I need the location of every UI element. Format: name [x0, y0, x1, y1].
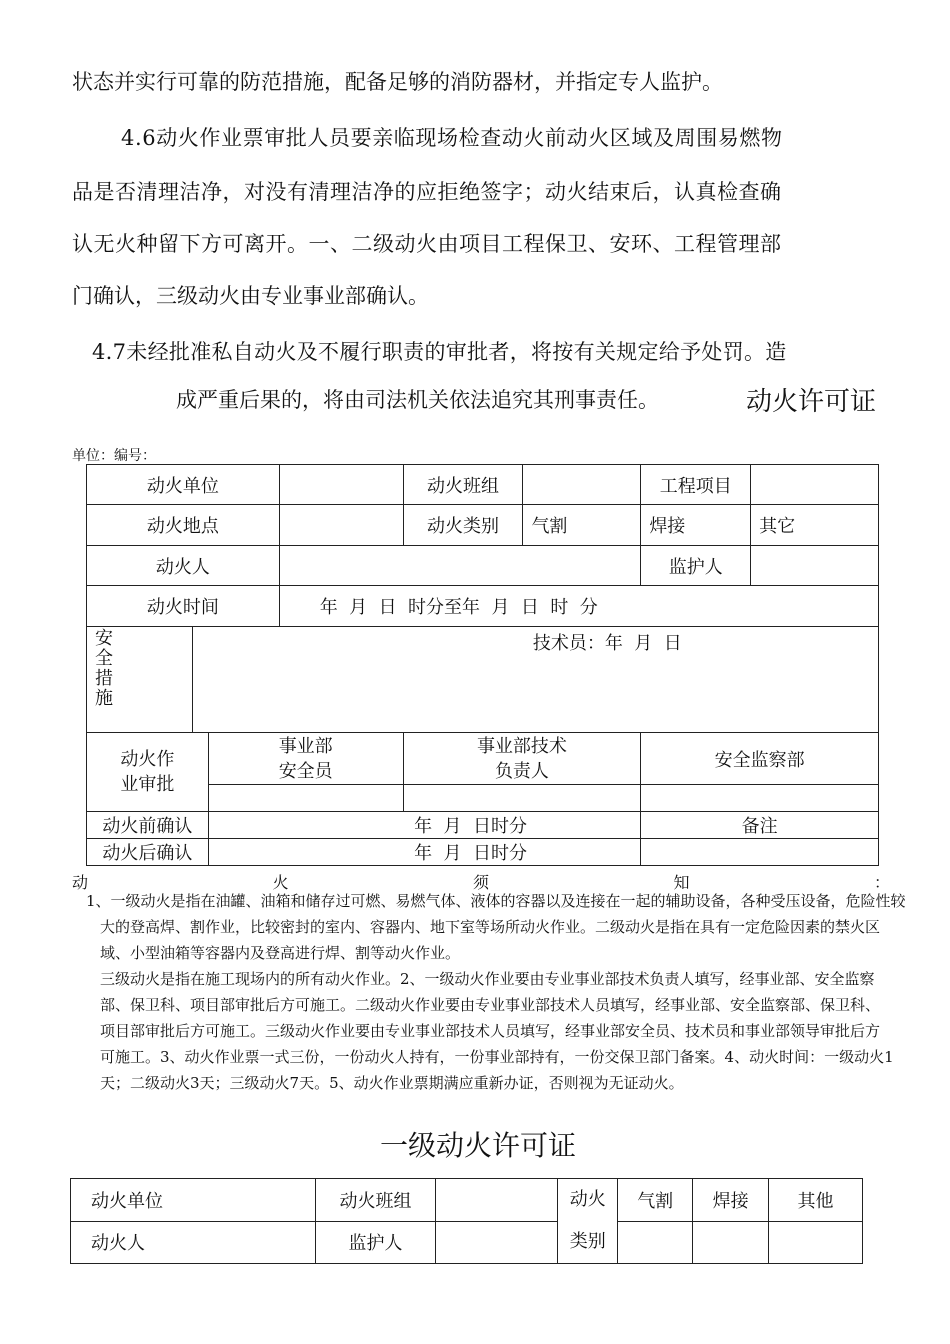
unit-number-label: 单位：编号： — [72, 448, 156, 464]
post-confirm-label: 动火后确认 — [87, 839, 209, 866]
level1-gas-cut-option[interactable]: 气割 — [618, 1179, 693, 1222]
safety-label: 安全措施 — [87, 627, 193, 733]
level1-other-field[interactable] — [769, 1221, 863, 1264]
level1-guardian-field[interactable] — [436, 1221, 558, 1264]
team-label: 动火班组 — [403, 465, 523, 505]
pre-confirm-date[interactable]: 年 月 日时分 — [208, 812, 641, 839]
person-label: 动火人 — [87, 546, 280, 586]
post-confirm-date[interactable]: 年 月 日时分 — [208, 839, 641, 866]
paragraph-line: 状态并实行可靠的防范措施，配备足够的消防器材，并指定专人监护。 — [72, 70, 723, 94]
level1-gas-cut-field[interactable] — [618, 1221, 693, 1264]
dept-safety-sign[interactable] — [208, 785, 403, 812]
paragraph-4-6-line: 4.6动火作业票审批人员要亲临现场检查动火前动火区域及周围易燃物 — [121, 126, 783, 150]
notice-char: 动 — [72, 873, 89, 892]
notice-char: 须 — [472, 873, 489, 892]
level1-permit-table — [70, 1178, 863, 1264]
time-field[interactable]: 年 月 日 时分至年 月 日 时 分 — [279, 586, 878, 627]
level1-weld-option[interactable]: 焊接 — [693, 1179, 769, 1222]
dept-safety-label: 事业部安全员 — [208, 733, 403, 785]
level1-weld-field[interactable] — [693, 1221, 769, 1264]
paragraph-4-7-line: 4.7未经批准私自动火及不履行职责的审批者，将按有关规定给予处罚。造 — [92, 340, 787, 364]
weld-option[interactable]: 焊接 — [641, 505, 751, 546]
supervision-label: 安全监察部 — [641, 733, 879, 785]
dept-tech-label: 事业部技术负责人 — [403, 733, 641, 785]
time-label: 动火时间 — [87, 586, 280, 627]
notice-char: ： — [873, 873, 890, 892]
level1-unit-label: 动火单位 — [71, 1179, 316, 1222]
guardian-label: 监护人 — [641, 546, 751, 586]
person-field[interactable] — [279, 546, 641, 586]
paragraph-4-6-line: 认无火种留下方可离开。一、二级动火由项目工程保卫、安环、工程管理部 — [72, 232, 782, 256]
project-label: 工程项目 — [641, 465, 751, 505]
level1-person-label: 动火人 — [71, 1221, 316, 1264]
level1-title: 一级动火许可证 — [380, 1129, 577, 1162]
notice-text-2: 三级动火是指在施工现场内的所有动火作业。2、一级动火作业要由专业事业部技术负责人填写，经事业部、安全监察部、保卫科、项目部审批后方可施工。二级动火作业要由专业事业部技术人员填写，经事业部、安全监察部、保卫科、项目部审批后方可施工。三级动火作业要由专业事业部技术人员填写，经事业部安全员、技术员和事业部领导审批后方可施工。3、动火作业票一式三份，一份动火人持有，一份事业部持有，一份交保卫部门备案。4、动火时间：一级动火1天；二级动火3天；三级动火7天。5、动火作业票期满应重新办证，否则视为无证动火。 — [100, 970, 894, 1092]
team-field[interactable] — [523, 465, 641, 505]
level1-other-option[interactable]: 其他 — [769, 1179, 863, 1222]
unit-field[interactable] — [279, 465, 403, 505]
remark-field[interactable] — [641, 839, 879, 866]
permit-title: 动火许可证 — [746, 387, 877, 417]
other-option[interactable]: 其它 — [751, 505, 879, 546]
guardian-field[interactable] — [751, 546, 879, 586]
project-field[interactable] — [751, 465, 879, 505]
level1-team-label: 动火班组 — [315, 1179, 436, 1222]
permit-table — [86, 464, 879, 866]
notice-char: 火 — [272, 873, 289, 892]
technician-field[interactable]: 技术员：年 月 日 — [192, 627, 878, 733]
category-label: 动火类别 — [403, 505, 523, 546]
notice-text-1: 1、一级动火是指在油罐、油箱和储存过可燃、易燃气体、液体的容器以及连接在一起的辅助设备，各种受压设备，危险性较大的登高焊、割作业，比较密封的室内、容器内、地下室等场所动火作业。二级动火是指在具有一定危险因素的禁火区域、小型油箱等容器内及登高进行焊、割等动火作业。 — [86, 892, 906, 962]
paragraph-4-6-line: 品是否清理洁净，对没有清理洁净的应拒绝签字；动火结束后，认真检查确 — [72, 180, 782, 204]
unit-label: 动火单位 — [87, 465, 280, 505]
remark-label: 备注 — [641, 812, 879, 839]
approval-label: 动火作业审批 — [87, 733, 209, 812]
dept-tech-sign[interactable] — [403, 785, 641, 812]
pre-confirm-label: 动火前确认 — [87, 812, 209, 839]
supervision-sign[interactable] — [641, 785, 879, 812]
level1-team-field[interactable] — [436, 1179, 558, 1222]
gas-cut-option[interactable]: 气割 — [523, 505, 641, 546]
level1-guardian-label: 监护人 — [315, 1221, 436, 1264]
paragraph-4-7-line: 成严重后果的，将由司法机关依法追究其刑事责任。 — [176, 388, 659, 412]
paragraph-4-6-line: 门确认，三级动火由专业事业部确认。 — [72, 284, 429, 308]
notice-char: 知 — [673, 873, 690, 892]
location-label: 动火地点 — [87, 505, 280, 546]
level1-category-label: 动火类别 — [558, 1179, 618, 1264]
location-field[interactable] — [279, 505, 403, 546]
